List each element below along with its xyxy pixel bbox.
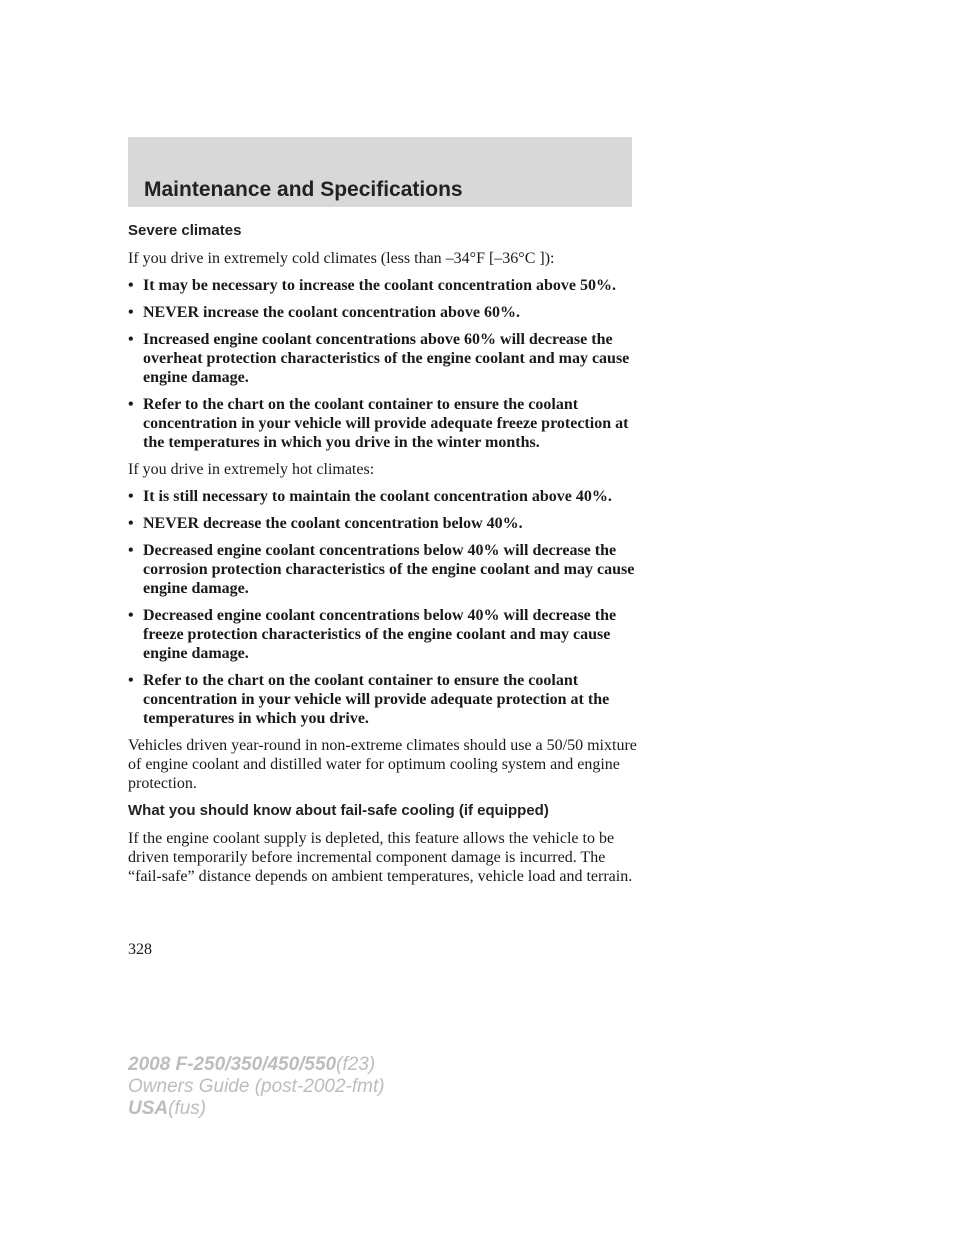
fail-safe-paragraph: If the engine coolant supply is depleted, this feature allows the vehicle to be driven temporarily before incremental component damage is incurred. The “fail-safe” distance depends on ambient temperatures, vehicle load and terrain. — [128, 830, 633, 885]
non-extreme-paragraph: Vehicles driven year-round in non-extreme climates should use a 50/50 mixture of engine coolant and distilled water for optimum cooling system and engine protection. — [128, 737, 637, 792]
bullet-icon: • — [128, 542, 134, 559]
bullet-icon: • — [128, 304, 134, 321]
bullet-icon: • — [128, 672, 134, 689]
bullet-text: Increased engine coolant concentrations above 60% will decrease the overheat protection characteristics of the engine coolant and may cause engine damage. — [143, 331, 630, 386]
footer-line-3 — [128, 1098, 385, 1120]
bullet-icon: • — [128, 331, 134, 348]
bullet-text: It may be necessary to increase the coolant concentration above 50%. — [143, 277, 616, 294]
list-item — [128, 330, 640, 387]
bullet-icon: • — [128, 277, 134, 294]
list-item — [128, 303, 640, 322]
page-title: Maintenance and Specifications — [144, 178, 463, 201]
footer-market-code: (fus) — [168, 1098, 207, 1119]
severe-climates-heading: Severe climates — [128, 222, 242, 239]
footer-line-1 — [128, 1054, 385, 1076]
bullet-icon: • — [128, 488, 134, 505]
hot-bullet-list — [128, 487, 640, 728]
main-content — [128, 221, 640, 894]
list-item — [128, 276, 640, 295]
bullet-text: NEVER increase the coolant concentration above 60%. — [143, 304, 520, 321]
bullet-icon: • — [128, 607, 134, 624]
bullet-text: Decreased engine coolant concentrations below 40% will decrease the freeze protection characteristics of the engine coolant and may cause engine damage. — [143, 607, 617, 662]
footer-model-code: (f23) — [336, 1054, 376, 1075]
cold-bullet-list — [128, 276, 640, 452]
bullet-text: Decreased engine coolant concentrations below 40% will decrease the corrosion protection characteristics of the engine coolant and may cause engine damage. — [143, 542, 635, 597]
bullet-text: It is still necessary to maintain the coolant concentration above 40%. — [143, 488, 612, 505]
list-item — [128, 541, 640, 598]
list-item — [128, 395, 640, 452]
bullet-icon: • — [128, 515, 134, 532]
bullet-text: Refer to the chart on the coolant container to ensure the coolant concentration in your vehicle will provide adequate protection at the temperatures in which you drive. — [143, 672, 610, 727]
list-item — [128, 514, 640, 533]
footer-model: 2008 F-250/350/450/550 — [128, 1054, 337, 1075]
list-item — [128, 671, 640, 728]
hot-climates-intro: If you drive in extremely hot climates: — [128, 461, 375, 478]
cold-climates-intro: If you drive in extremely cold climates (less than –34°F [–36°C ]): — [128, 250, 555, 267]
list-item — [128, 606, 640, 663]
bullet-icon: • — [128, 396, 134, 413]
footer-market: USA — [128, 1098, 169, 1119]
footer-line-2: Owners Guide (post-2002-fmt) — [128, 1076, 385, 1097]
bullet-text: Refer to the chart on the coolant container to ensure the coolant concentration in your vehicle will provide adequate freeze protection at the temperatures in which you drive in the winter months. — [143, 396, 629, 451]
page-number: 328 — [128, 941, 152, 958]
bullet-text: NEVER decrease the coolant concentration below 40%. — [143, 515, 523, 532]
list-item — [128, 487, 640, 506]
footer-info — [128, 1054, 385, 1120]
fail-safe-heading: What you should know about fail-safe cooling (if equipped) — [128, 802, 549, 819]
